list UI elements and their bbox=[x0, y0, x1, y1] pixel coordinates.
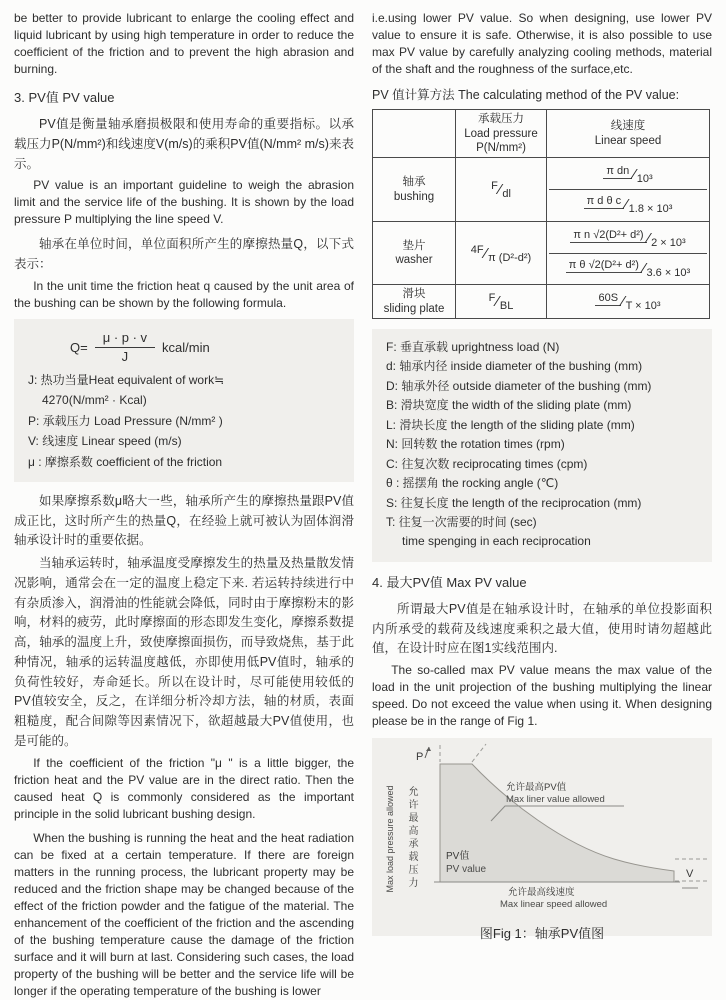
header-speed-en: Linear speed bbox=[594, 134, 662, 147]
formula-box bbox=[14, 319, 354, 482]
frac-num: F bbox=[488, 292, 496, 305]
formula-def-V: V: 线速度 Linear speed (m/s) bbox=[28, 434, 182, 449]
sliding-plate-pressure-formula bbox=[489, 292, 514, 311]
bushing-pressure-formula bbox=[491, 180, 511, 199]
x-annotation-en: Max linear speed allowed bbox=[500, 899, 608, 911]
annotation-max-pv-cn: 允许最高PV值 bbox=[506, 782, 567, 794]
washer-pressure-formula bbox=[471, 244, 531, 263]
max-pv-en: The so-called max PV value means the max value of the load in the unit projection of the bushing multiplying the linear speed. Do not exceed the value when using it. When designing please be in the range of Fig 1. bbox=[372, 663, 712, 729]
figure-box bbox=[372, 738, 712, 942]
bushing-speed-cell bbox=[547, 158, 710, 222]
formula-denominator: J bbox=[121, 349, 129, 365]
pv-definition-en: PV value is an important guideline to weigh the abrasion limit and the service life of the bushing. It is shown by the load pressure P multiplying the line speed V. bbox=[14, 178, 354, 227]
bushing-name-cn: 轴承 bbox=[402, 176, 426, 189]
frac-num: π d θ c bbox=[584, 195, 625, 209]
variables-box bbox=[372, 329, 712, 562]
sliding-plate-speed-cell bbox=[547, 285, 710, 319]
var-C: C: 往复次数 reciprocating times (cpm) bbox=[386, 456, 588, 471]
left-column bbox=[14, 10, 354, 999]
frac-den: 2 × 10³ bbox=[651, 236, 686, 249]
formula-def-P: P: 承载压力 Load Pressure (N/mm² ) bbox=[28, 413, 223, 428]
table-row-bushing bbox=[373, 158, 710, 222]
sliding-plate-name-cell bbox=[373, 285, 456, 319]
right-column bbox=[372, 10, 712, 942]
header-load-unit: P(N/mm²) bbox=[476, 141, 526, 154]
frac-den: 10³ bbox=[636, 173, 653, 186]
max-pv-cn: 所谓最大PV值是在轴承设计时，在轴承的单位投影面积内所承受的载荷及线速度乘积之最大值，使用时请勿超越此值，在设计时应在图1实线范围内. bbox=[372, 601, 712, 656]
header-load-cn: 承载压力 bbox=[478, 113, 524, 126]
frac-num: π n √2(D²+ d²) bbox=[570, 229, 646, 243]
y-axis-label-en: Max load pressure allowed bbox=[385, 785, 395, 893]
frac-den: dl bbox=[502, 188, 511, 201]
pv-diagram bbox=[372, 742, 712, 912]
sliding-plate-pressure-cell bbox=[456, 285, 547, 319]
x-axis-symbol: V bbox=[686, 868, 694, 881]
var-F: F: 垂直承载 uprightness load (N) bbox=[386, 340, 560, 354]
var-T: T: 往复一次需要的时间 (sec) bbox=[386, 514, 537, 529]
washer-name-en: washer bbox=[395, 254, 433, 266]
formula-numerator: μ · p · v bbox=[95, 330, 155, 348]
bushing-speed-formula-1 bbox=[549, 160, 707, 189]
frac-den: T × 10³ bbox=[625, 300, 661, 313]
bushing-pressure-cell bbox=[456, 158, 547, 222]
friction-heat-en: In the unit time the friction heat q caused by the unit area of the bushing can be shown by the following formula. bbox=[14, 278, 354, 310]
formula-def-J: J: 热功当量Heat equivalent of work≒ bbox=[28, 373, 225, 388]
bushing-running-en: When the bushing is running the heat and the heat radiation can be fixed at a certain temperature. If there are foreign matters in the running process, the lubricant property may be reduced and the friction shape may be changed because of the effect of the friction powder and the fatigue of the material. The enhancement of the coefficient of the friction and the ascending of the bushing temperature cause the damage of the friction surface and it will burn at last. Considering such cases, the load property of the bushing will be better and the service life will be longer if the operating temperature of the bushing is lower bbox=[14, 830, 354, 999]
intro-continuation-paragraph: be better to provide lubricant to enlarge the cooling effect and liquid lubricant by using high temperature in order to reduce the coefficient of the friction and to prevent the high abrasion and burning. bbox=[14, 11, 354, 77]
header-linear-speed bbox=[547, 110, 710, 158]
fraction-slash: ⁄ bbox=[625, 196, 628, 213]
var-N: N: 回转数 the rotation times (rpm) bbox=[386, 437, 565, 452]
q-formula bbox=[70, 330, 340, 364]
header-load-pressure bbox=[456, 110, 547, 158]
fraction-slash: ⁄ bbox=[498, 181, 502, 199]
washer-speed-cell bbox=[547, 221, 710, 285]
sliding-plate-speed-formula bbox=[549, 287, 707, 316]
annotation-max-pv-en: Max liner value allowed bbox=[506, 794, 605, 806]
friction-coefficient-en: If the coefficient of the friction "μ " is a little bigger, the friction heat and the PV value are in the direct ratio. Then the caused heat Q is commonly considered as the important principle in the solid lubricant bushing design. bbox=[14, 755, 354, 821]
plateau-dashed-diagonal bbox=[472, 744, 486, 762]
formula-def-J-value: 4270(N/mm² · Kcal) bbox=[42, 393, 147, 408]
washer-speed-formula-1 bbox=[549, 224, 707, 253]
frac-num: π θ √2(D²+ d²) bbox=[566, 259, 642, 273]
var-theta: θ : 摇摆角 the rocking angle (℃) bbox=[386, 476, 559, 491]
friction-coefficient-cn: 如果摩擦系数μ略大一些，轴承所产生的摩擦热量跟PV值成正比，这时所产生的热量Q，在经验上就可被认为固体润滑轴承设计时的重要依据。 bbox=[14, 493, 354, 548]
section-4-heading: 4. 最大PV值 Max PV value bbox=[372, 574, 527, 590]
figure-caption: 图Fig 1：轴承PV值图 bbox=[479, 926, 605, 942]
washer-name-cn: 垫片 bbox=[402, 239, 426, 252]
pv-calculation-table bbox=[372, 109, 710, 319]
lower-pv-continuation-paragraph: i.e.using lower PV value. So when designing, use lower PV value to ensure it is safe. Otherwise, it is also possible to use max PV value by carefully analyzing cooling methods, material of the shaft and the roughness of the surface,etc. bbox=[372, 11, 712, 77]
sliding-plate-name-cn: 滑块 bbox=[402, 288, 426, 301]
y-axis-symbol: P bbox=[416, 751, 424, 764]
table-header-row bbox=[373, 110, 710, 158]
var-D: D: 轴承外径 outside diameter of the bushing (mm) bbox=[386, 378, 652, 393]
washer-speed-formula-2 bbox=[549, 253, 707, 283]
bushing-name-en: bushing bbox=[393, 190, 435, 203]
fraction-slash: ⁄ bbox=[622, 293, 625, 311]
frac-num: 4F bbox=[470, 243, 484, 256]
fraction-slash: ⁄ bbox=[647, 229, 651, 247]
formula-unit: kcal/min bbox=[162, 339, 210, 355]
frac-den: 1.8 × 10³ bbox=[628, 203, 673, 215]
sliding-plate-name-en: sliding plate bbox=[383, 302, 445, 315]
fraction-slash: ⁄ bbox=[642, 259, 646, 277]
formula-fraction bbox=[95, 330, 155, 364]
header-speed-cn: 线速度 bbox=[610, 120, 646, 133]
fraction-slash: ⁄ bbox=[633, 166, 636, 184]
formula-def-mu: μ : 摩擦系数 coefficient of the friction bbox=[28, 454, 223, 469]
frac-den: 3.6 × 10³ bbox=[646, 266, 691, 279]
section-3-heading: 3. PV值 PV value bbox=[14, 90, 115, 106]
x-annotation-cn: 允许最高线速度 bbox=[508, 887, 575, 899]
var-d: d: 轴承内径 inside diameter of the bushing (mm) bbox=[386, 359, 643, 374]
frac-den: BL bbox=[499, 300, 514, 313]
table-row-sliding-plate bbox=[373, 285, 710, 319]
var-S: S: 往复长度 the length of the reciprocation (mm) bbox=[386, 495, 642, 510]
y-axis-label-cn: 允许最高承载压力 bbox=[406, 786, 417, 891]
friction-heat-cn: 轴承在单位时间，单位面积所产生的摩擦热量Q，以下式表示： bbox=[14, 237, 354, 272]
region-label-cn: PV值 bbox=[446, 851, 470, 863]
var-B: B: 滑块宽度 the width of the sliding plate (mm) bbox=[386, 398, 632, 413]
pv-definition-cn: PV值是衡量轴承磨损极限和使用寿命的重要指标。以承载压力P(N/mm²)和线速度V(m/s)的乘积PV值(N/mm² m/s)来表示。 bbox=[14, 117, 354, 171]
washer-pressure-cell bbox=[456, 221, 547, 285]
header-load-en: Load pressure bbox=[464, 127, 538, 140]
bushing-speed-formula-2 bbox=[549, 189, 707, 219]
bushing-running-cn: 当轴承运转时，轴承温度受摩擦发生的热量及热量散发情况影响，通常会在一定的温度上稳定下来. 若运转持续进行中有杂质渗入，润滑油的性能就会降低，同时由于摩擦粉末的影响，材料的疲劳，此时摩擦面的形态即发生变化，摩擦系数提高，轴承的温度上升，致使摩擦面损伤，而导致烧焦，基于此种情况，轴承的运转温度越低，亦即使用低PV值时，轴承的负荷性较好，寿命延长。所以在设计时，尽可能使用较低的PV值较安全，反之，在详细分析冷却方法，轴的材质，表面粗糙度，配合间隙等因素情况下，欲超越最大PV值使用，也是可能的。 bbox=[14, 556, 354, 748]
frac-num: π dn bbox=[603, 165, 632, 179]
frac-num: 60S bbox=[595, 292, 621, 306]
frac-den: π (D²-d²) bbox=[488, 251, 532, 264]
var-L: L: 滑块长度 the length of the sliding plate (mm) bbox=[386, 417, 635, 432]
formula-lhs: Q= bbox=[70, 339, 88, 355]
frac-num: F bbox=[491, 180, 498, 193]
fraction-slash: ⁄ bbox=[484, 244, 488, 262]
fraction-slash: ⁄ bbox=[496, 293, 499, 311]
pv-table-heading: PV 值计算方法 The calculating method of the PV value: bbox=[372, 88, 680, 103]
bushing-name-cell bbox=[373, 158, 456, 222]
washer-name-cell bbox=[373, 221, 456, 285]
var-T-en: time spenging in each reciprocation bbox=[402, 534, 591, 549]
region-label-en: PV value bbox=[446, 864, 487, 876]
table-row-washer bbox=[373, 221, 710, 285]
header-empty-cell bbox=[373, 110, 456, 158]
